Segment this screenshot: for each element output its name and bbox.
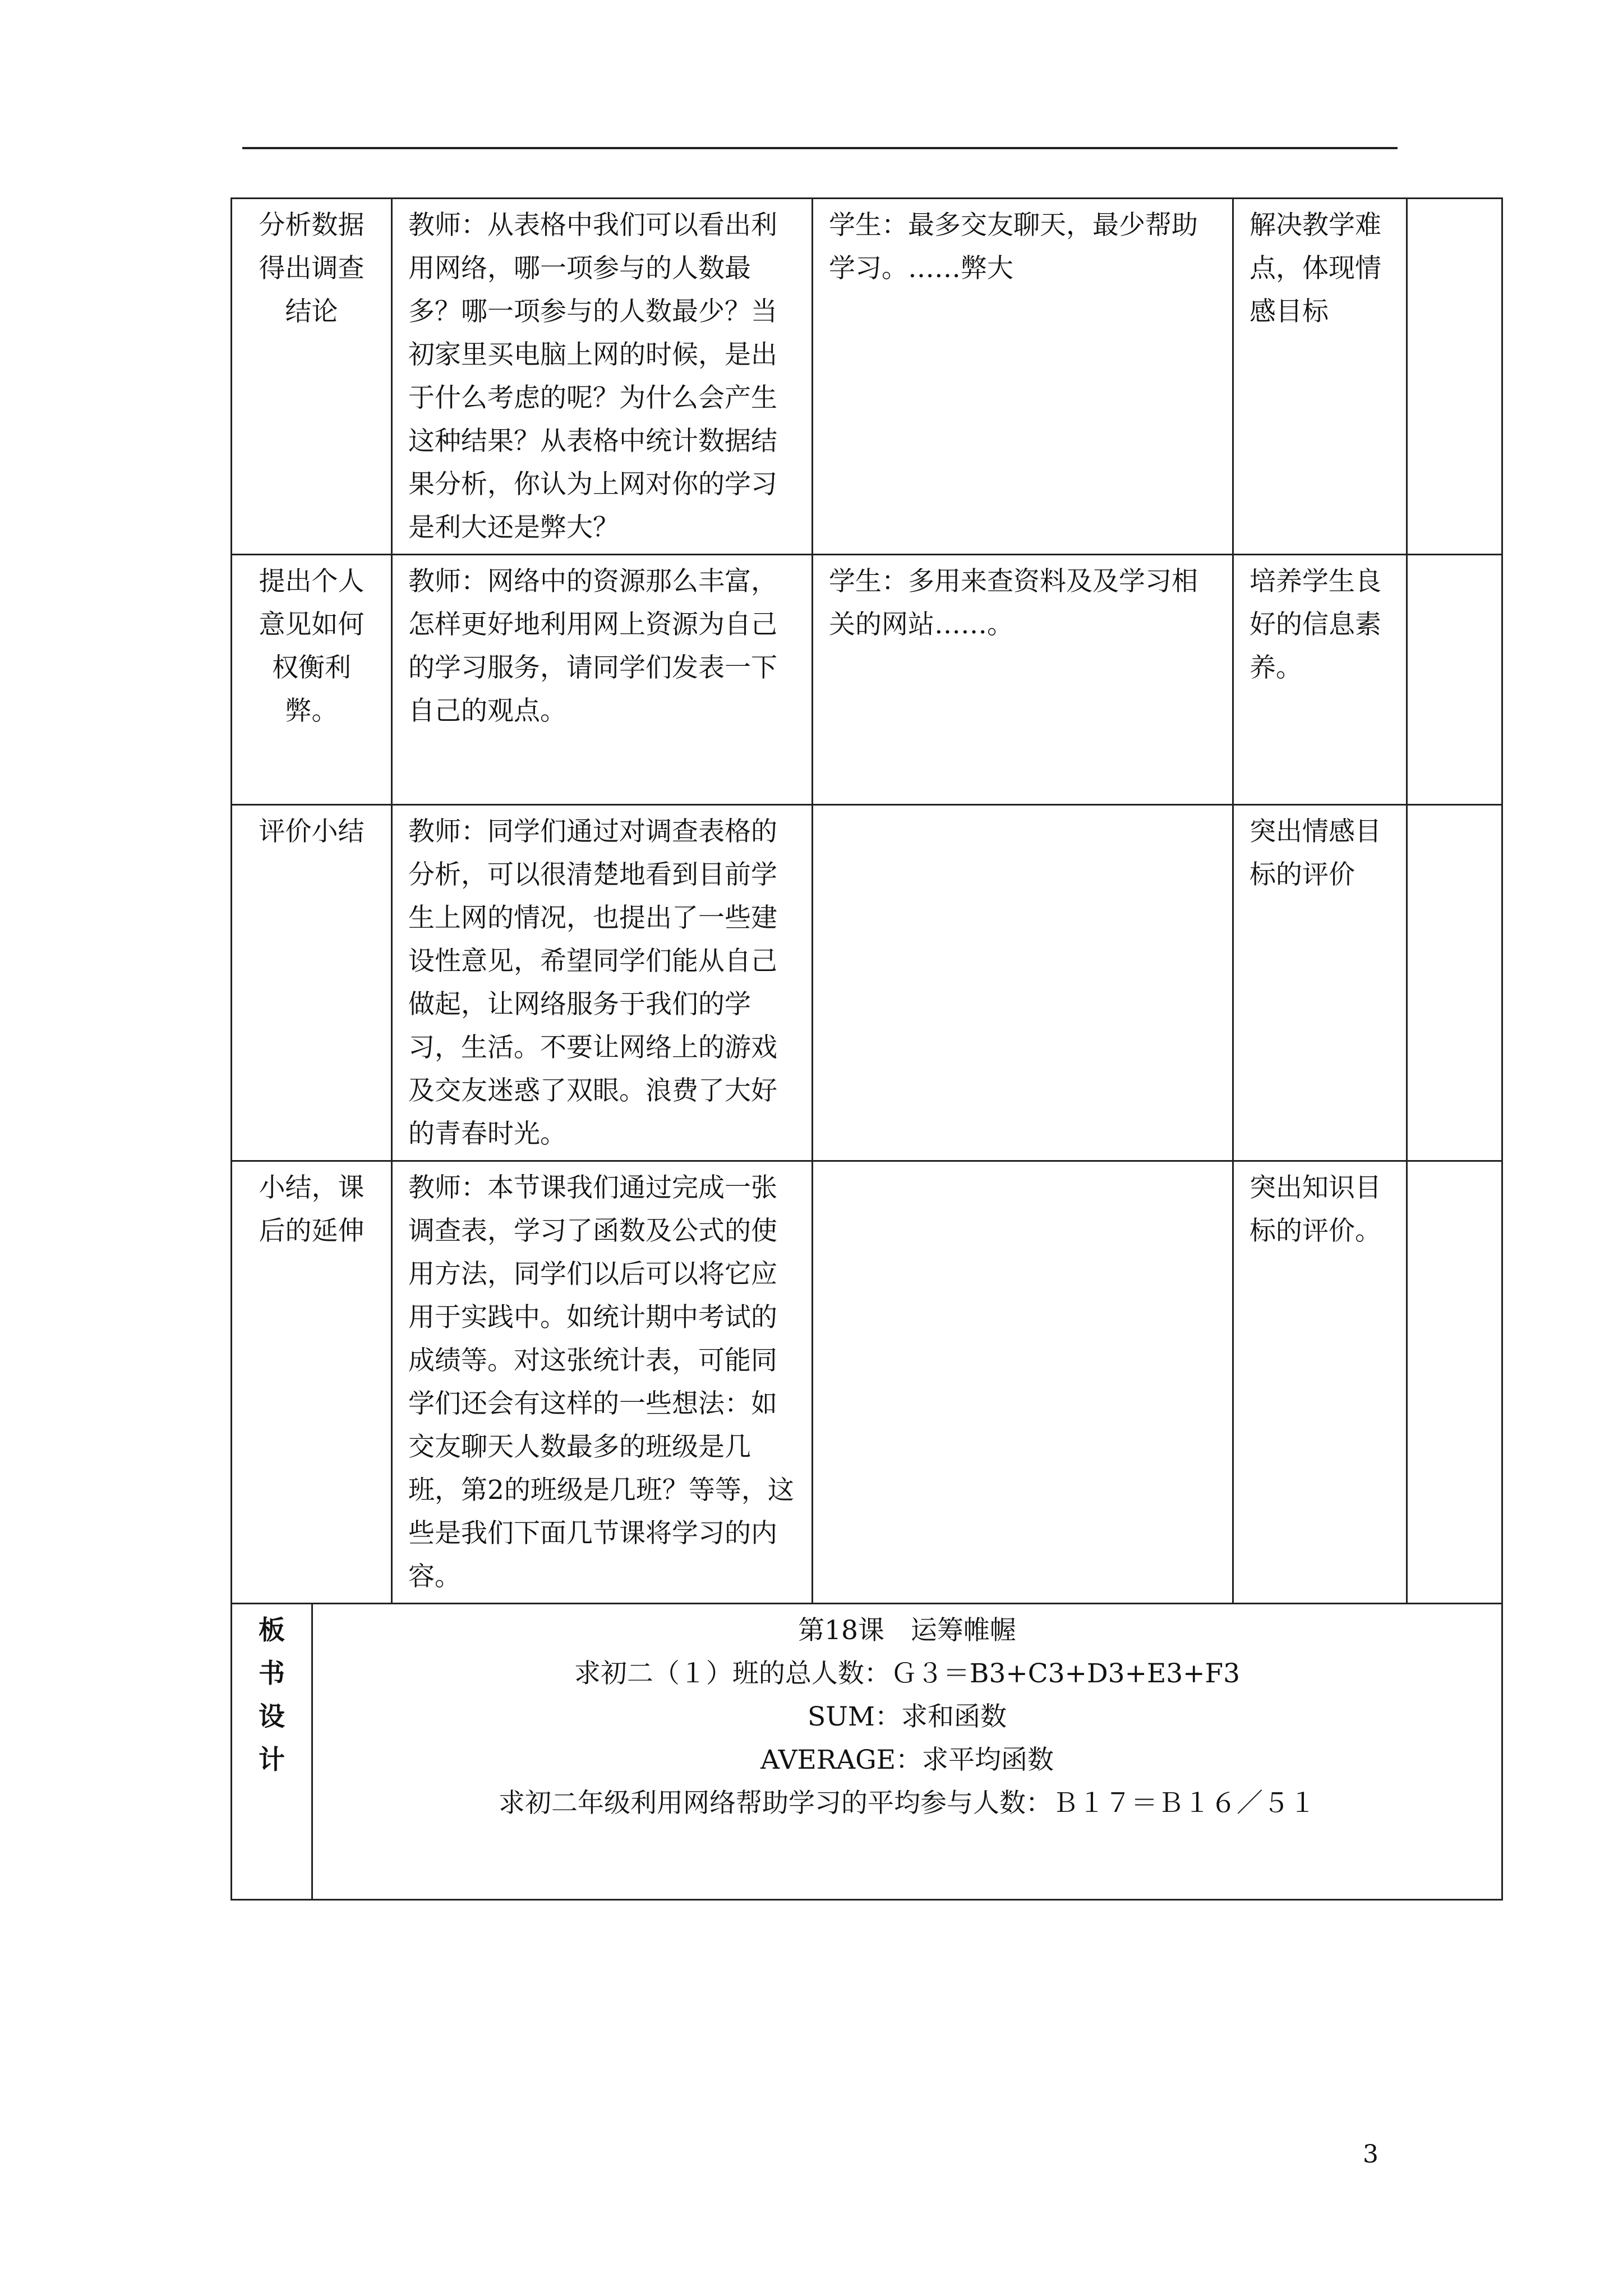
design-intent-cell: 突出知识目标的评价。 xyxy=(1233,1161,1407,1604)
page-number: 3 xyxy=(1363,2140,1378,2169)
blank-cell xyxy=(1407,555,1502,805)
board-line-title: 第18课 运筹帷幄 xyxy=(798,1615,1016,1646)
board-label-char: 设 xyxy=(259,1701,285,1732)
table-row xyxy=(232,1161,1502,1604)
board-line-average: AVERAGE：求平均函数 xyxy=(760,1745,1054,1775)
board-label-char: 板 xyxy=(259,1615,285,1646)
board-design-row xyxy=(232,1604,1502,1900)
student-activity-cell: 学生：最多交友聊天，最少帮助学习。……弊大 xyxy=(813,199,1233,555)
table-row xyxy=(232,555,1502,805)
board-label-char: 计 xyxy=(259,1745,285,1775)
board-line-sum: SUM：求和函数 xyxy=(808,1701,1007,1732)
header-rule xyxy=(242,147,1398,149)
design-intent-cell: 突出情感目标的评价 xyxy=(1233,805,1407,1161)
design-intent-cell: 培养学生良好的信息素养。 xyxy=(1233,555,1407,805)
board-design-content xyxy=(312,1604,1502,1900)
board-line-average-formula: 求初二年级利用网络帮助学习的平均参与人数：Ｂ１７＝Ｂ１６／５１ xyxy=(499,1788,1316,1819)
design-intent-cell: 解决教学难点，体现情感目标 xyxy=(1233,199,1407,555)
lesson-plan-table xyxy=(230,197,1503,1901)
table-row xyxy=(232,805,1502,1161)
stage-cell: 小结，课后的延伸 xyxy=(232,1161,392,1604)
blank-cell xyxy=(1407,805,1502,1161)
student-activity-cell xyxy=(813,1161,1233,1604)
stage-cell: 提出个人意见如何权衡利弊。 xyxy=(232,555,392,805)
teacher-activity-cell: 教师：从表格中我们可以看出利用网络，哪一项参与的人数最多？哪一项参与的人数最少？当初家里买电脑上网的时候，是出于什么考虑的呢？为什么会产生这种结果？从表格中统计数据结果分析，你认为上网对你的学习是利大还是弊大？ xyxy=(392,199,813,555)
stage-cell: 分析数据得出调查结论 xyxy=(232,199,392,555)
teacher-activity-cell: 教师：网络中的资源那么丰富，怎样更好地利用网上资源为自己的学习服务，请同学们发表一下自己的观点。 xyxy=(392,555,813,805)
student-activity-cell xyxy=(813,805,1233,1161)
board-label-char: 书 xyxy=(259,1658,285,1689)
teacher-activity-cell: 教师：同学们通过对调查表格的分析，可以很清楚地看到目前学生上网的情况，也提出了一些建设性意见，希望同学们能从自己做起，让网络服务于我们的学习，生活。不要让网络上的游戏及交友迷惑了双眼。浪费了大好的青春时光。 xyxy=(392,805,813,1161)
board-line-total-formula: 求初二（１）班的总人数：Ｇ３＝B3+C3+D3+E3+F3 xyxy=(574,1658,1241,1689)
table-row xyxy=(232,199,1502,555)
stage-cell: 评价小结 xyxy=(232,805,392,1161)
board-design-label xyxy=(232,1604,312,1900)
blank-cell xyxy=(1407,1161,1502,1604)
teacher-activity-cell: 教师：本节课我们通过完成一张调查表，学习了函数及公式的使用方法，同学们以后可以将它应用于实践中。如统计期中考试的成绩等。对这张统计表，可能同学们还会有这样的一些想法：如交友聊天人数最多的班级是几班，第2的班级是几班？等等，这些是我们下面几节课将学习的内容。 xyxy=(392,1161,813,1604)
blank-cell xyxy=(1407,199,1502,555)
student-activity-cell: 学生：多用来查资料及及学习相关的网站……。 xyxy=(813,555,1233,805)
